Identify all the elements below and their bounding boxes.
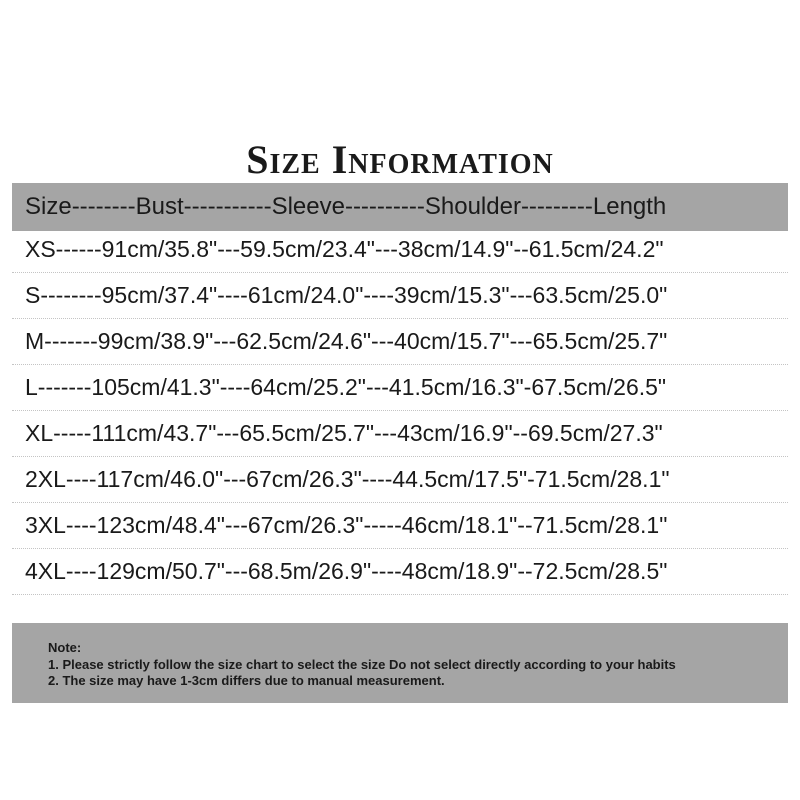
size-row-4xl: 4XL----129cm/50.7"---68.5m/26.9"----48cm/18.9"--72.5cm/28.5" [12, 549, 788, 595]
size-row-s: S--------95cm/37.4"----61cm/24.0"----39cm/15.3"---63.5cm/25.0" [12, 273, 788, 319]
size-table-header: Size--------Bust-----------Sleeve----------Shoulder---------Length [12, 183, 788, 231]
note-line-1: 1. Please strictly follow the size chart to select the size Do not select directly according to your habits [48, 656, 676, 672]
size-row-2xl: 2XL----117cm/46.0"---67cm/26.3"----44.5cm/17.5"-71.5cm/28.1" [12, 457, 788, 503]
size-row-xl: XL-----111cm/43.7"---65.5cm/25.7"---43cm/16.9"--69.5cm/27.3" [12, 411, 788, 457]
page-title: Size Information [246, 137, 554, 182]
size-row-3xl: 3XL----123cm/48.4"---67cm/26.3"-----46cm/18.1"--71.5cm/28.1" [12, 503, 788, 549]
note-heading: Note: [48, 640, 82, 655]
note-line-2: 2. The size may have 1-3cm differs due to manual measurement. [48, 673, 445, 688]
size-row-xs: XS------91cm/35.8"---59.5cm/23.4"---38cm/14.9"--61.5cm/24.2" [12, 227, 788, 273]
size-table-body [12, 227, 788, 595]
size-row-l: L-------105cm/41.3"----64cm/25.2"---41.5cm/16.3"-67.5cm/26.5" [12, 365, 788, 411]
note-box [12, 623, 788, 703]
size-row-m: M-------99cm/38.9"---62.5cm/24.6"---40cm/15.7"---65.5cm/25.7" [12, 319, 788, 365]
